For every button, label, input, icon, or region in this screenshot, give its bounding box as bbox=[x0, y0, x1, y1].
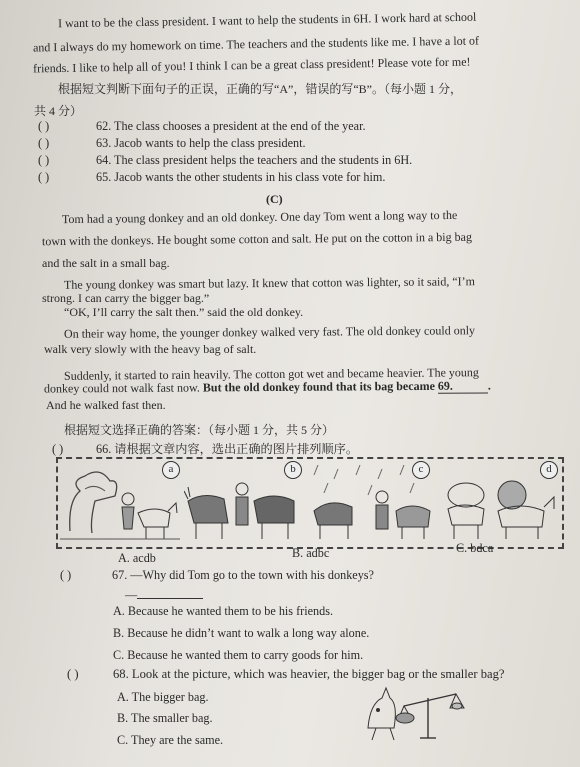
question-68 bbox=[67, 667, 505, 681]
passage-b-line-1: I want to be the class president. I want to help the students in 6H. I work hard at school bbox=[57, 9, 477, 31]
answer-paren-67[interactable]: ( ) bbox=[60, 568, 72, 582]
question-62 bbox=[38, 119, 366, 133]
question-63 bbox=[38, 136, 306, 150]
section-b-instructions-line-1: 根据短文判断下面句子的正误，正确的写“A”，错误的写“B”。（每小题 1 分， bbox=[58, 82, 462, 96]
answer-paren-68[interactable]: ( ) bbox=[67, 667, 79, 681]
passage-c-line-10-d: . bbox=[487, 378, 491, 393]
question-64 bbox=[38, 153, 412, 167]
q67-option-c[interactable]: C. Because he wanted them to carry goods for him. bbox=[113, 648, 364, 662]
passage-c-line-4: The young donkey was smart but lazy. It knew that cotton was lighter, so it said, “I’m bbox=[63, 274, 476, 292]
q67-blank[interactable] bbox=[137, 598, 203, 599]
picture-label-b: b bbox=[284, 461, 302, 479]
passage-b-line-2: and I always do my homework on time. The teachers and the students like me. I have a lot of bbox=[32, 33, 480, 55]
q68-option-b[interactable]: B. The smaller bag. bbox=[117, 711, 213, 725]
picture-label-a: a bbox=[162, 461, 180, 479]
q68-option-c[interactable]: C. They are the same. bbox=[117, 733, 224, 747]
passage-c-line-10-a: donkey could not walk fast now. bbox=[43, 380, 203, 396]
question-65-text: 65. Jacob wants the other students in his class vote for him. bbox=[96, 170, 386, 184]
question-64-text: 64. The class president helps the teachers and the students in 6H. bbox=[96, 153, 413, 167]
question-63-text: 63. Jacob wants to help the class president. bbox=[96, 136, 306, 150]
passage-c-line-3: and the salt in a small bag. bbox=[42, 256, 170, 270]
question-68-text: 68. Look at the picture, which was heavier, the bigger bag or the smaller bag? bbox=[113, 667, 505, 681]
answer-paren-62[interactable]: ( ) bbox=[38, 119, 50, 133]
q66-option-a[interactable]: A. acdb bbox=[118, 551, 156, 565]
q66-option-c[interactable]: C. bdca bbox=[456, 541, 494, 555]
passage-c-line-2: town with the donkeys. He bought some cotton and salt. He put on the cotton in a big bag bbox=[41, 229, 472, 249]
answer-paren-64[interactable]: ( ) bbox=[38, 153, 50, 167]
passage-c-line-1: Tom had a young donkey and an old donkey. One day Tom went a long way to the bbox=[61, 207, 458, 227]
question-66 bbox=[52, 442, 358, 456]
question-62-text: 62. The class chooses a president at the end of the year. bbox=[96, 119, 366, 133]
passage-c-line-5: strong. I can carry the bigger bag.” bbox=[42, 291, 210, 305]
q67-answer-line[interactable] bbox=[125, 588, 203, 602]
passage-c-line-7: On their way home, the younger donkey walked very fast. The old donkey could only bbox=[63, 323, 476, 341]
question-67-text: 67. —Why did Tom go to the town with his donkeys? bbox=[112, 568, 374, 582]
picture-strip bbox=[56, 457, 564, 549]
q67-option-a[interactable]: A. Because he wanted them to be his friends. bbox=[113, 604, 333, 618]
q67-option-b[interactable]: B. Because he didn’t want to walk a long way alone. bbox=[113, 626, 370, 640]
q67-dash: — bbox=[125, 588, 138, 602]
section-c-instructions: 根据短文选择正确的答案：（每小题 1 分，共 5 分） bbox=[64, 423, 335, 437]
passage-c-line-11: And he walked fast then. bbox=[46, 398, 166, 412]
scale-icon bbox=[364, 684, 484, 744]
passage-c-line-6: “OK, I’ll carry the salt then.” said the old donkey. bbox=[64, 305, 304, 319]
question-66-text: 66. 请根据文章内容，选出正确的图片排列顺序。 bbox=[96, 442, 359, 456]
q66-option-b[interactable]: B. adbc bbox=[292, 546, 330, 560]
question-65 bbox=[38, 170, 385, 184]
answer-paren-63[interactable]: ( ) bbox=[38, 136, 50, 150]
passage-c-line-8: walk very slowly with the heavy bag of salt. bbox=[44, 342, 257, 356]
passage-c-line-10 bbox=[44, 378, 491, 396]
section-c-title: (C) bbox=[266, 192, 283, 206]
picture-label-d: d bbox=[540, 461, 558, 479]
donkey-scale-illustration bbox=[364, 684, 484, 744]
question-67 bbox=[60, 568, 374, 582]
answer-paren-66[interactable]: ( ) bbox=[52, 442, 64, 456]
passage-c-line-9: Suddenly, it started to rain heavily. The cotton got wet and became heavier. The young bbox=[63, 365, 479, 383]
q68-option-a[interactable]: A. The bigger bag. bbox=[117, 690, 209, 704]
blank-69[interactable]: 69. bbox=[438, 378, 488, 393]
passage-c-line-10-b: But the old donkey found that its bag became bbox=[202, 378, 435, 395]
passage-b-line-3: friends. I like to help all of you! I think I can be a great class president! Please vote for me! bbox=[32, 54, 471, 76]
picture-label-c: c bbox=[412, 461, 430, 479]
answer-paren-65[interactable]: ( ) bbox=[38, 170, 50, 184]
section-b-instructions-line-2: 共 4 分） bbox=[34, 104, 83, 118]
